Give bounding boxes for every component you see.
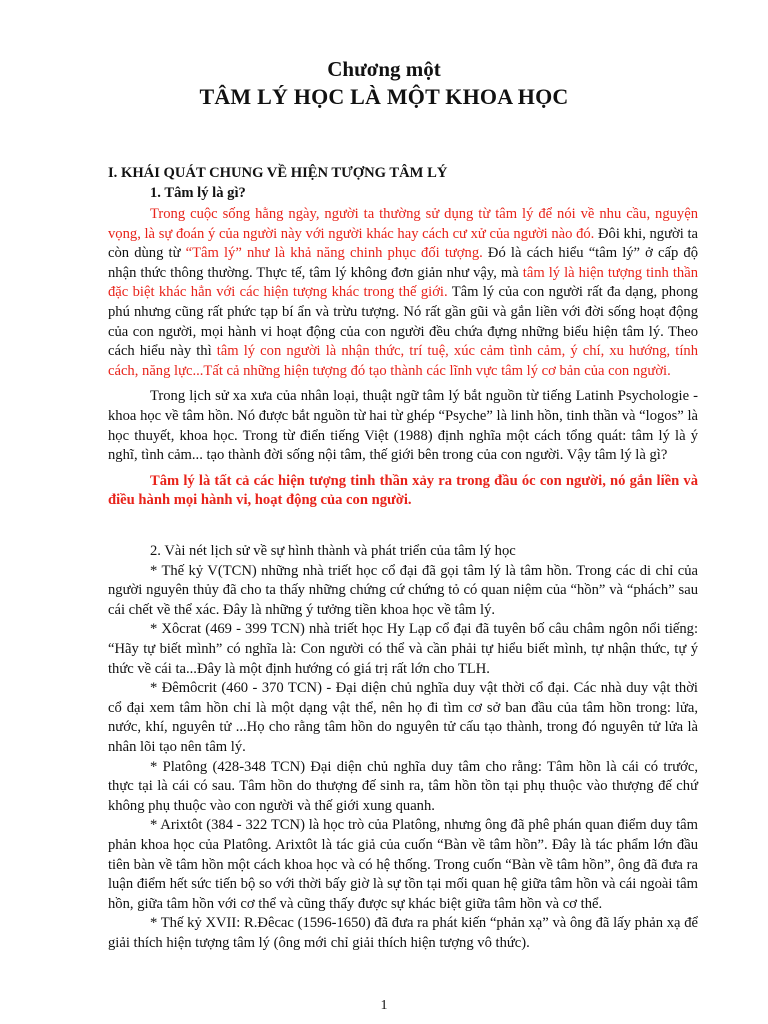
sub-heading-2: 2. Vài nét lịch sử về sự hình thành và phát triển của tâm lý học [150, 543, 516, 559]
para1-b: Đôi khi, người ta còn dùng từ [108, 225, 698, 262]
history-item: * Xôcrat (469 - 399 TCN) nhà triết học Hy Lạp cổ đại đã tuyên bố câu châm ngôn nổi tiếng: “Hãy tự biết mình” có nghĩa là: Con người có thể và cần phải tự hiểu biết mình, tự nhận thức, tự ý thức về cái ta...Đây là một định hướng có giá trị rất lớn cho TLH. [108, 621, 698, 677]
chapter-title: TÂM LÝ HỌC LÀ MỘT KHOA HỌC [199, 84, 569, 109]
chapter-label: Chương một [327, 57, 441, 81]
paragraph-etymology: Trong lịch sử xa xưa của nhân loại, thuật ngữ tâm lý bắt nguồn từ tiếng Latinh Psychologie - khoa học về tâm hồn. Nó được bắt nguồn từ hai từ ghép “Psyche” là linh hồn, tinh thần và “logos” là học thuyết, khoa học. Trong từ điển tiếng Việt (1988) định nghĩa một cách tổng quát: tâm lý là ý nghĩ, tình cảm... tạo thành đời sống nội tâm, thế giới bên trong của con người. Vậy tâm lý là gì? [108, 388, 698, 464]
sub-heading-1: 1. Tâm lý là gì? [150, 185, 246, 201]
section-heading: I. KHÁI QUÁT CHUNG VỀ HIỆN TƯỢNG TÂM LÝ [108, 165, 448, 181]
para1-f: Tâm lý của con người rất đa dạng, phong phú nhưng cũng rất phức tạp bí ẩn và trừu tượng. Nó rất gần gũi và gắn liền với đời sống hoạt động của con người, mọi hành vi hoạt động của con người đều chứa đựng những biểu hiện tâm lý. Theo cách hiểu này thì [108, 284, 698, 360]
para1-g: tâm lý con người là nhận thức, trí tuệ, xúc cảm tình cảm, ý chí, xu hướng, tính cách, năng lực...Tất cả những hiện tượng đó tạo thành các lĩnh vực tâm lý cơ bản của con người. [108, 343, 698, 379]
para1-c: “Tâm lý” như là khả năng chinh phục đối tượng. [185, 245, 483, 262]
history-item: * Arixtôt (384 - 322 TCN) là học trò của Platông, nhưng ông đã phê phán quan điểm duy tâm phản khoa học của Platông. Arixtôt là tác giả của cuốn “Bàn về tâm hồn”. Đây là tác phẩm lớn đầu tiên bàn về tâm hồn một cách khoa học và có hệ thống. Trong cuốn “Bàn về tâm hồn”, ông đã đưa ra luận điểm hết sức tiến bộ so với thời bấy giờ là sự tồn tại mối quan hệ giữa tâm hồn và cái ngoài tâm hồn, giữa tâm hồn với cơ thể và cũng thấy được sự khác biệt giữa tâm hồn và cơ thể. [108, 817, 698, 912]
para1-d: Đó là cách hiểu “tâm lý” ở cấp độ nhận thức thông thường. Thực tế, tâm lý không đơn giản như vậy, mà [108, 245, 698, 281]
para1-e: tâm lý là hiện tượng tinh thần đặc biệt khác hẳn với các hiện tượng khác trong thế giới. [108, 264, 698, 301]
para1-a: Trong cuộc sống hằng ngày, người ta thường sử dụng từ tâm lý để nói về nhu cầu, nguyện vọng, là sự đoán ý của người này với người khác hay cách cư xử của người nào đó. [108, 206, 698, 242]
history-item: * Platông (428-348 TCN) Đại diện chủ nghĩa duy tâm cho rằng: Tâm hồn là cái có trước, thực tại là cái có sau. Tâm hồn do thượng đế sinh ra, tâm hồn tồn tại phụ thuộc vào thượng đế chứ không phụ thuộc vào con người và thế giới xung quanh. [108, 758, 698, 814]
paragraph-definition [108, 205, 698, 381]
body-block-1 [108, 205, 698, 511]
paragraph-key-definition: Tâm lý là tất cả các hiện tượng tinh thần xảy ra trong đầu óc con người, nó gắn liền và điều hành mọi hành vi, hoạt động của con người. [108, 472, 698, 509]
body-block-2 [108, 542, 698, 953]
history-item: * Thế kỷ XVII: R.Đêcac (1596-1650) đã đưa ra phát kiến “phản xạ” và ông đã lấy phản xạ để giải thích hiện tượng tâm lý (ông mới chỉ giải thích hiện tượng vô thức). [108, 915, 698, 951]
page-number: 1 [380, 998, 388, 1013]
history-item: * Thế kỷ V(TCN) những nhà triết học cổ đại đã gọi tâm lý là tâm hồn. Trong các di chỉ của người nguyên thủy đã cho ta thấy những chứng cứ chứng tỏ có quan niệm của “hồn” và “phách” sau cái chết về thể xác. Đây là những ý tưởng tiền khoa học về tâm lý. [108, 562, 698, 618]
history-item: * Đêmôcrit (460 - 370 TCN) - Đại diện chủ nghĩa duy vật thời cổ đại. Các nhà duy vật thời cổ đại xem tâm hồn chỉ là một dạng vật thể, nên họ đi tìm cơ sở ban đầu của tâm hồn trong: lửa, nước, khí, nguyên tử ...Họ cho rằng tâm hồn do nguyên tử cấu tạo thành, trong đó nguyên tử lửa là nhân lõi tạo nên tâm lý. [108, 680, 698, 755]
